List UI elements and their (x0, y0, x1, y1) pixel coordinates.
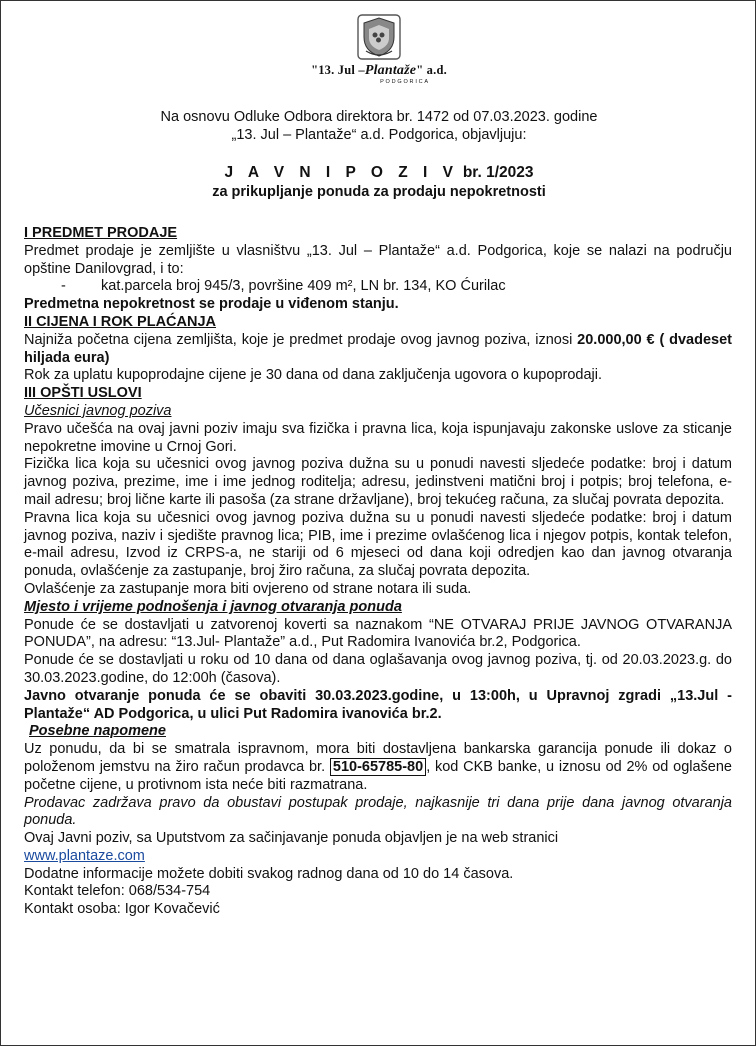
paragraph: Uz ponudu, da bi se smatrala ispravnom, mora biti dostavljena bankarska garancija ponude ili dokaz o položenom jemstvu na žiro račun prodavca br. 510-65785-80 , kod CKB banke, u iznosu od 2% od oglašene početne cijene, u protivnom ista neće biti razmatrana. (24, 741, 732, 793)
paragraph-bold: Javno otvaranje ponuda će se obaviti 30.03.2023.godine, u 13:00h, u Upravnoj zgradi „13.Jul - Plantaže“ AD Podgorica, u ulici Put Radomira ivanovića br.2. (24, 687, 732, 722)
paragraph: Pravna lica koja su učesnici ovog javnog poziva dužna su u ponudi navesti sljedeće podatke: broj i datum javnog poziva, naziv i sjedište pravnog lica; PIB, ime i prezime ovlašćenog lica i njegov potpis, kontak telefon, e-mail adresu, Izvod iz CRPS-a, ne stariji od 6 mjeseci od dana koji odredjen kao dan javnog otvaranja ponuda, ovlašćenje za zastupanje, broj žiro računa, za slučaj povrata depozita. (24, 509, 732, 580)
company-city: PODGORICA (380, 79, 430, 85)
paragraph: Predmet prodaje je zemljište u vlasništvu „13. Jul – Plantaže“ a.d. Podgorica, koje se nalazi na području opštine Danilovgrad, i to: (24, 242, 732, 277)
subsection-heading: Mjesto i vrijeme podnošenja i javnog otvaranja ponuda (24, 598, 402, 615)
document-subtitle: za prikupljanje ponuda za prodaju nepokretnosti (212, 184, 546, 200)
paragraph: Dodatne informacije možete dobiti svakog radnog dana od 10 do 14 časova. (24, 865, 514, 882)
paragraph: Pravo učešća na ovaj javni poziv imaju sva fizička i pravna lica, koja ispunjavaju zakonske uslove za sticanje nepokretne imovine u Crnoj Gori. (24, 420, 732, 455)
paragraph-bold: Predmetna nepokretnost se prodaje u viđenom stanju. (24, 296, 399, 313)
contact-person: Kontakt osoba: Igor Kovačević (24, 901, 220, 918)
list-item: - kat.parcela broj 945/3, površine 409 m², LN br. 134, KO Ćurilac (61, 278, 506, 295)
intro-line-2: „13. Jul – Plantaže“ a.d. Podgorica, objavljuju: (231, 127, 527, 143)
section-heading: II CIJENA I ROK PLAĆANJA (24, 313, 217, 330)
paragraph: Ovaj Javni poziv, sa Uputstvom za sačinjavanje ponuda objavljen je na web stranici (24, 830, 559, 847)
wine-estate-emblem-icon (356, 13, 402, 61)
paragraph: Fizička lica koja su učesnici ovog javnog poziva dužna su u ponudi navesti sljedeće podatke: broj i datum javnog poziva, prezime, ime i ime jednog roditelja; adresu, jedinstveni matični broj i potpis; broj telefona, e-mail adresu; broj lične karte ili pasoša (za strane državljane), broj tekućeg računa, za slučaj povrata depozita. (24, 456, 732, 508)
section-heading: I PREDMET PRODAJE (24, 225, 178, 241)
subsection-heading: Posebne napomene (29, 723, 166, 740)
paragraph: Ovlašćenje za zastupanje mora biti ovjereno od strane notara ili suda. (24, 580, 472, 597)
paragraph: Rok za uplatu kupoprodajne cijene je 30 dana od dana zaključenja ugovora o kupoprodaji. (24, 367, 602, 384)
document-title: J A V N I P O Z I V br. 1/2023 (224, 164, 534, 181)
contact-phone: Kontakt telefon: 068/534-754 (24, 883, 211, 900)
subsection-heading: Učesnici javnog poziva (24, 402, 172, 419)
account-number: 510-65785-80 (330, 758, 426, 776)
section-heading: III OPŠTI USLOVI (24, 385, 142, 402)
intro (1, 108, 756, 144)
paragraph-italic: Prodavac zadržava pravo da obustavi postupak prodaje, najkasnije tri dana prije dana javnog otvaranja ponuda. (24, 794, 732, 829)
paragraph (24, 848, 732, 866)
paragraph: Najniža početna cijena zemljišta, koje je predmet prodaje ovog javnog poziva, iznosi 20.000,00 € ( dvadeset hiljada eura) (24, 331, 732, 366)
website-link[interactable]: www.plantaze.com (24, 847, 145, 864)
company-logo (289, 13, 469, 105)
intro-line-1: Na osnovu Odluke Odbora direktora br. 1472 od 07.03.2023. godine (160, 109, 598, 125)
paragraph: Ponude će se dostavljati u zatvorenoj koverti sa naznakom “NE OTVARAJ PRIJE JAVNOG OTVARANJA PONUDA”, na adresu: “13.Jul- Plantaže” a.d., Put Radomira Ivanovića br.2, Podgorica. (24, 616, 732, 651)
paragraph: Ponude će se dostavljati u roku od 10 dana od dana oglašavanja ovog javnog poziva, tj. od 20.03.2023.g. do 30.03.2023.godine, do 12:00h (časova). (24, 652, 732, 686)
company-name: "13. Jul –Plantaže" a.d. (311, 63, 447, 78)
document-body (24, 225, 732, 919)
